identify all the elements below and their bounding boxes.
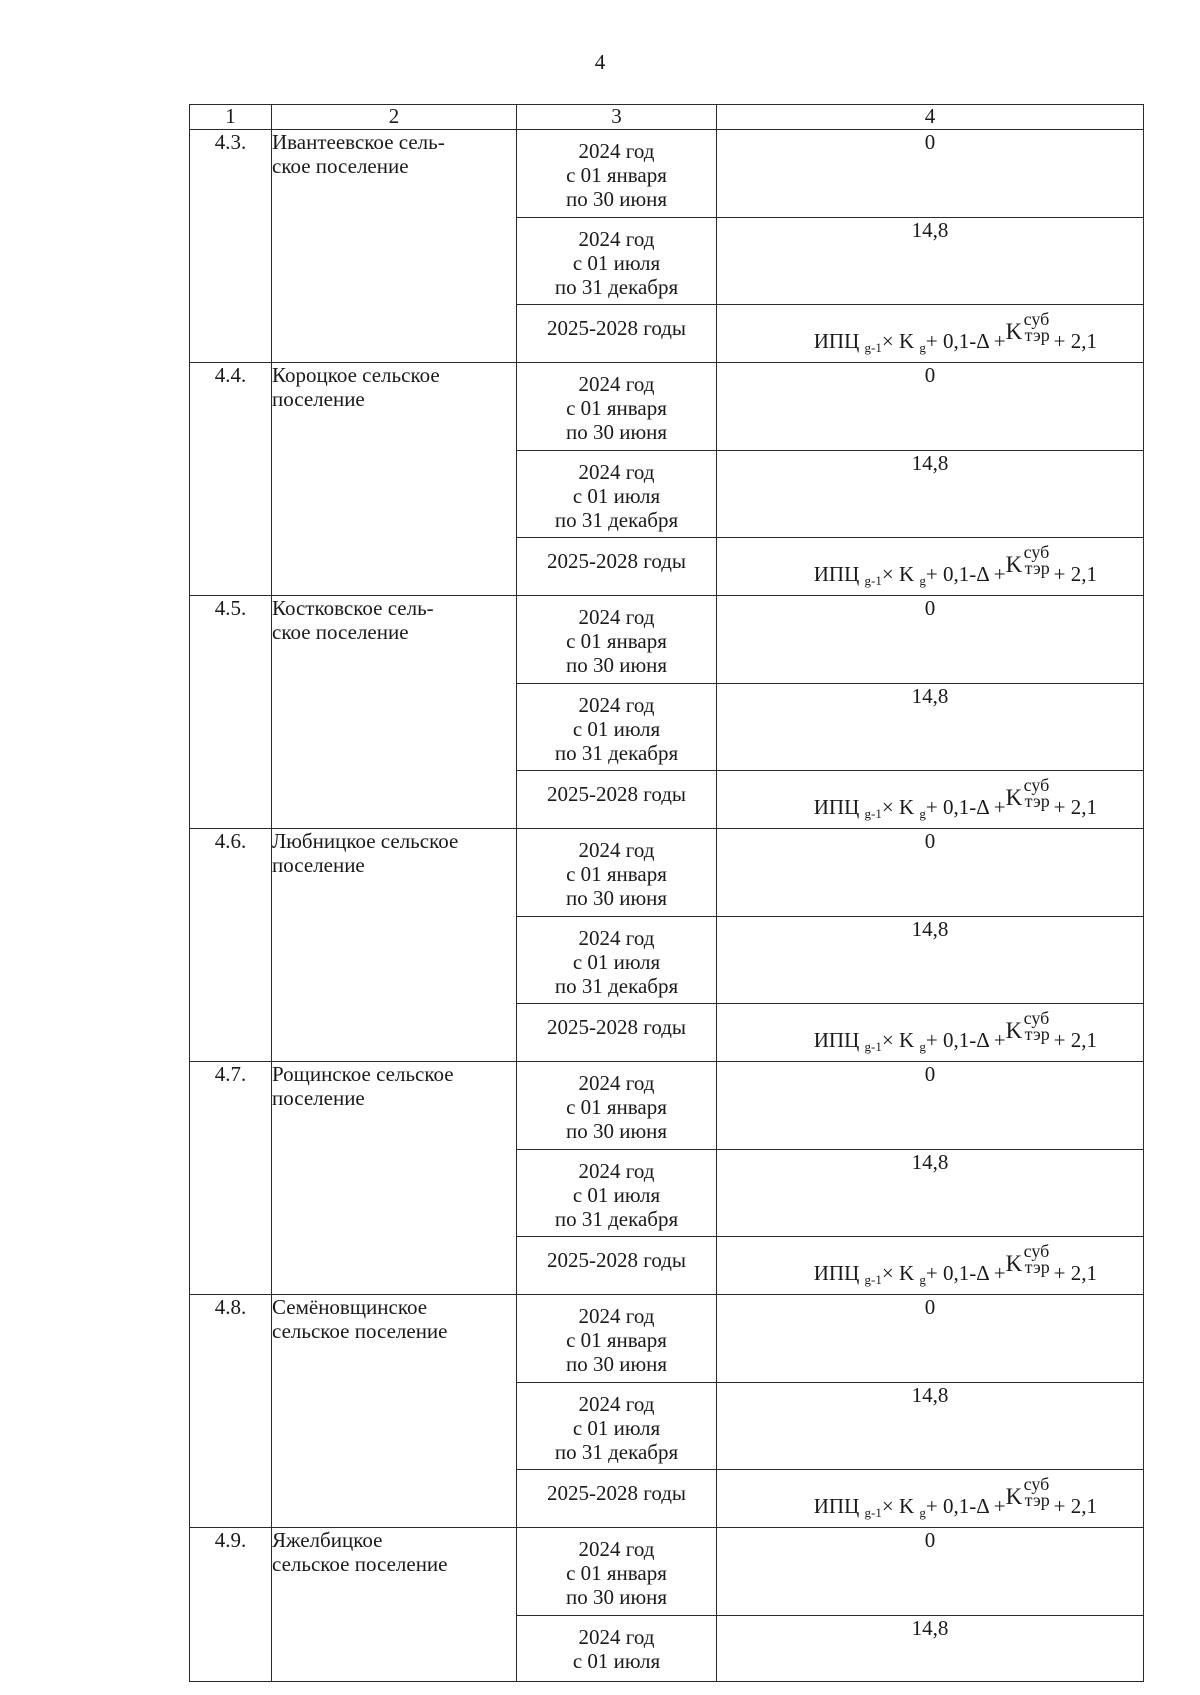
- period-line: по 30 июня: [565, 420, 668, 444]
- period-line: 2025-2028 годы: [546, 549, 687, 573]
- period-line: 2024 год: [578, 693, 655, 717]
- period-cell: [517, 305, 717, 363]
- period-cell: [517, 771, 717, 829]
- value-cell: 14,8: [717, 917, 1144, 1004]
- period-cell: [517, 1004, 717, 1062]
- column-header-1: 1: [190, 105, 272, 130]
- column-header-3: 3: [517, 105, 717, 130]
- formula-k-letter: K: [1005, 1018, 1023, 1043]
- table-row: [190, 130, 1144, 218]
- formula-k-subscript: g: [919, 573, 926, 588]
- formula-ipc: ИПЦ: [813, 1494, 860, 1518]
- column-header-4: 4: [717, 105, 1144, 130]
- table-header-row: [190, 105, 1144, 130]
- formula-times-k: × K: [881, 795, 915, 819]
- value-cell: 0: [717, 1295, 1144, 1383]
- formula-ipc-subscript: g-1: [864, 1272, 882, 1287]
- value-cell: 14,8: [717, 1616, 1144, 1682]
- value-cell: 14,8: [717, 218, 1144, 305]
- formula: [813, 542, 1097, 593]
- formula-ipc: ИПЦ: [813, 329, 860, 353]
- table-row: [190, 829, 1144, 917]
- period-line: по 31 декабря: [554, 275, 679, 299]
- period-line: 2024 год: [578, 1625, 655, 1649]
- formula-middle: + 0,1-Δ +: [925, 329, 1006, 353]
- period-cell: [517, 596, 717, 684]
- value-cell: 14,8: [717, 1150, 1144, 1237]
- period-line: с 01 января: [566, 1095, 667, 1119]
- row-number-cell: [190, 130, 272, 363]
- value-cell: 0: [717, 596, 1144, 684]
- row-number: 4.4.: [214, 363, 247, 387]
- row-number: 4.7.: [214, 1062, 247, 1086]
- formula-k-coefficient: [1005, 309, 1054, 348]
- formula-cell: [717, 1237, 1144, 1295]
- row-number-cell: [190, 1528, 272, 1682]
- formula-cell: [717, 1004, 1144, 1062]
- period-line: по 30 июня: [565, 886, 668, 910]
- period-line: 2025-2028 годы: [546, 1481, 687, 1505]
- period-cell: [517, 130, 717, 218]
- formula-cell: [717, 1470, 1144, 1528]
- formula-k-subscript: g: [919, 340, 926, 355]
- period-line: с 01 января: [566, 163, 667, 187]
- formula-k-subscript: g: [919, 806, 926, 821]
- tariff-table: [189, 104, 1144, 1682]
- row-number: 4.6.: [214, 829, 247, 853]
- formula-ipc-subscript: g-1: [864, 1505, 882, 1520]
- settlement-name: Семёновщинское сельское поселение: [272, 1295, 517, 1528]
- period-line: с 01 января: [566, 1328, 667, 1352]
- period-cell: [517, 1470, 717, 1528]
- period-line: по 30 июня: [565, 1585, 668, 1609]
- period-line: с 01 января: [566, 1561, 667, 1585]
- period-cell: [517, 218, 717, 305]
- formula-tail: + 2,1: [1053, 795, 1097, 819]
- formula-k-letter: K: [1005, 785, 1023, 810]
- formula-k-subscript-ter: тэр: [1024, 558, 1050, 578]
- formula-ipc: ИПЦ: [813, 562, 860, 586]
- row-number-cell: [190, 1062, 272, 1295]
- formula: [813, 775, 1097, 826]
- period-line: с 01 июля: [572, 717, 661, 741]
- period-line: по 31 декабря: [554, 974, 679, 998]
- settlement-name: Рощинское сельское поселение: [272, 1062, 517, 1295]
- formula-ipc-subscript: g-1: [864, 573, 882, 588]
- formula-k-subscript-ter: тэр: [1024, 1490, 1050, 1510]
- period-line: по 30 июня: [565, 1119, 668, 1143]
- period-line: 2024 год: [578, 1304, 655, 1328]
- period-cell: [517, 684, 717, 771]
- row-number-cell: [190, 363, 272, 596]
- period-line: 2024 год: [578, 605, 655, 629]
- row-number: 4.9.: [214, 1528, 247, 1552]
- period-line: 2024 год: [578, 460, 655, 484]
- formula-k-subscript-ter: тэр: [1024, 325, 1050, 345]
- formula-middle: + 0,1-Δ +: [925, 562, 1006, 586]
- period-cell: [517, 538, 717, 596]
- formula-k-subscript: g: [919, 1039, 926, 1054]
- formula: [813, 309, 1097, 360]
- period-cell: [517, 1062, 717, 1150]
- period-line: с 01 июля: [572, 251, 661, 275]
- period-line: 2024 год: [578, 838, 655, 862]
- value-cell: 0: [717, 363, 1144, 451]
- formula-k-superscript: суб: [1023, 1008, 1050, 1028]
- formula-k-letter: K: [1005, 552, 1023, 577]
- table-row: [190, 596, 1144, 684]
- formula-times-k: × K: [881, 562, 915, 586]
- formula-tail: + 2,1: [1053, 329, 1097, 353]
- formula-ipc-subscript: g-1: [864, 340, 882, 355]
- period-line: с 01 января: [566, 396, 667, 420]
- period-line: по 31 декабря: [554, 741, 679, 765]
- period-cell: [517, 451, 717, 538]
- value-cell: 14,8: [717, 684, 1144, 771]
- table-row: [190, 1062, 1144, 1150]
- period-cell: [517, 829, 717, 917]
- period-line: по 31 декабря: [554, 1207, 679, 1231]
- table-row: [190, 1295, 1144, 1383]
- period-line: с 01 июля: [572, 484, 661, 508]
- formula-k-superscript: суб: [1023, 775, 1050, 795]
- formula-k-subscript: g: [919, 1505, 926, 1520]
- settlement-name: Короцкое сельское поселение: [272, 363, 517, 596]
- row-number: 4.5.: [214, 596, 247, 620]
- value-cell: 14,8: [717, 1383, 1144, 1470]
- period-line: 2024 год: [578, 1159, 655, 1183]
- period-line: 2024 год: [578, 926, 655, 950]
- formula-ipc: ИПЦ: [813, 1028, 860, 1052]
- formula-tail: + 2,1: [1053, 1261, 1097, 1285]
- formula-tail: + 2,1: [1053, 1494, 1097, 1518]
- formula-middle: + 0,1-Δ +: [925, 795, 1006, 819]
- formula-k-superscript: суб: [1023, 542, 1050, 562]
- period-line: 2024 год: [578, 139, 655, 163]
- formula: [813, 1008, 1097, 1059]
- period-line: с 01 июля: [572, 950, 661, 974]
- formula-k-coefficient: [1005, 1241, 1054, 1280]
- value-cell: 0: [717, 1062, 1144, 1150]
- period-line: по 30 июня: [565, 1352, 668, 1376]
- formula-k-coefficient: [1005, 1008, 1054, 1047]
- table-body: [190, 105, 1144, 1682]
- period-line: по 31 декабря: [554, 1440, 679, 1464]
- period-line: 2025-2028 годы: [546, 1248, 687, 1272]
- period-line: по 31 декабря: [554, 508, 679, 532]
- period-line: 2024 год: [578, 372, 655, 396]
- period-line: по 30 июня: [565, 187, 668, 211]
- value-cell: 0: [717, 1528, 1144, 1616]
- formula-tail: + 2,1: [1053, 1028, 1097, 1052]
- table-row: [190, 1528, 1144, 1616]
- value-cell: 0: [717, 130, 1144, 218]
- period-cell: [517, 1150, 717, 1237]
- formula-ipc-subscript: g-1: [864, 1039, 882, 1054]
- formula-middle: + 0,1-Δ +: [925, 1494, 1006, 1518]
- period-line: с 01 января: [566, 862, 667, 886]
- formula-k-coefficient: [1005, 1474, 1054, 1513]
- row-number-cell: [190, 596, 272, 829]
- period-line: 2025-2028 годы: [546, 1015, 687, 1039]
- formula-ipc: ИПЦ: [813, 1261, 860, 1285]
- formula-k-subscript: g: [919, 1272, 926, 1287]
- column-header-2: 2: [272, 105, 517, 130]
- period-cell: [517, 363, 717, 451]
- period-line: с 01 июля: [572, 1183, 661, 1207]
- formula-k-subscript-ter: тэр: [1024, 1257, 1050, 1277]
- period-line: 2025-2028 годы: [546, 316, 687, 340]
- period-line: с 01 июля: [572, 1649, 661, 1673]
- period-line: 2024 год: [578, 227, 655, 251]
- formula-ipc-subscript: g-1: [864, 806, 882, 821]
- formula-k-subscript-ter: тэр: [1024, 1024, 1050, 1044]
- settlement-name: Ивантеевское сель- ское поселение: [272, 130, 517, 363]
- settlement-name: Костковское сель- ское поселение: [272, 596, 517, 829]
- formula-k-subscript-ter: тэр: [1024, 791, 1050, 811]
- period-cell: [517, 1616, 717, 1682]
- formula-tail: + 2,1: [1053, 562, 1097, 586]
- formula-k-superscript: суб: [1023, 1474, 1050, 1494]
- formula-times-k: × K: [881, 1494, 915, 1518]
- period-line: с 01 января: [566, 629, 667, 653]
- formula-cell: [717, 305, 1144, 363]
- row-number-cell: [190, 829, 272, 1062]
- row-number: 4.8.: [214, 1295, 247, 1319]
- formula-k-letter: K: [1005, 319, 1023, 344]
- formula-k-superscript: суб: [1023, 1241, 1050, 1261]
- formula-k-letter: K: [1005, 1484, 1023, 1509]
- settlement-name: Любницкое сельское поселение: [272, 829, 517, 1062]
- formula-k-superscript: суб: [1023, 309, 1050, 329]
- row-number-cell: [190, 1295, 272, 1528]
- formula-times-k: × K: [881, 1261, 915, 1285]
- period-line: по 30 июня: [565, 653, 668, 677]
- period-line: 2024 год: [578, 1071, 655, 1095]
- period-line: 2024 год: [578, 1537, 655, 1561]
- period-cell: [517, 917, 717, 1004]
- formula-cell: [717, 771, 1144, 829]
- formula-k-letter: K: [1005, 1251, 1023, 1276]
- formula-ipc: ИПЦ: [813, 795, 860, 819]
- formula-k-coefficient: [1005, 542, 1054, 581]
- formula-middle: + 0,1-Δ +: [925, 1028, 1006, 1052]
- formula-k-coefficient: [1005, 775, 1054, 814]
- period-cell: [517, 1295, 717, 1383]
- formula-times-k: × K: [881, 329, 915, 353]
- formula: [813, 1241, 1097, 1292]
- page-number: 4: [594, 50, 606, 74]
- value-cell: 14,8: [717, 451, 1144, 538]
- period-line: 2024 год: [578, 1392, 655, 1416]
- period-cell: [517, 1528, 717, 1616]
- formula-cell: [717, 538, 1144, 596]
- period-cell: [517, 1237, 717, 1295]
- formula-times-k: × K: [881, 1028, 915, 1052]
- table-row: [190, 363, 1144, 451]
- formula-middle: + 0,1-Δ +: [925, 1261, 1006, 1285]
- formula: [813, 1474, 1097, 1525]
- period-cell: [517, 1383, 717, 1470]
- value-cell: 0: [717, 829, 1144, 917]
- period-line: с 01 июля: [572, 1416, 661, 1440]
- row-number: 4.3.: [214, 130, 247, 154]
- period-line: 2025-2028 годы: [546, 782, 687, 806]
- settlement-name: Яжелбицкое сельское поселение: [272, 1528, 517, 1682]
